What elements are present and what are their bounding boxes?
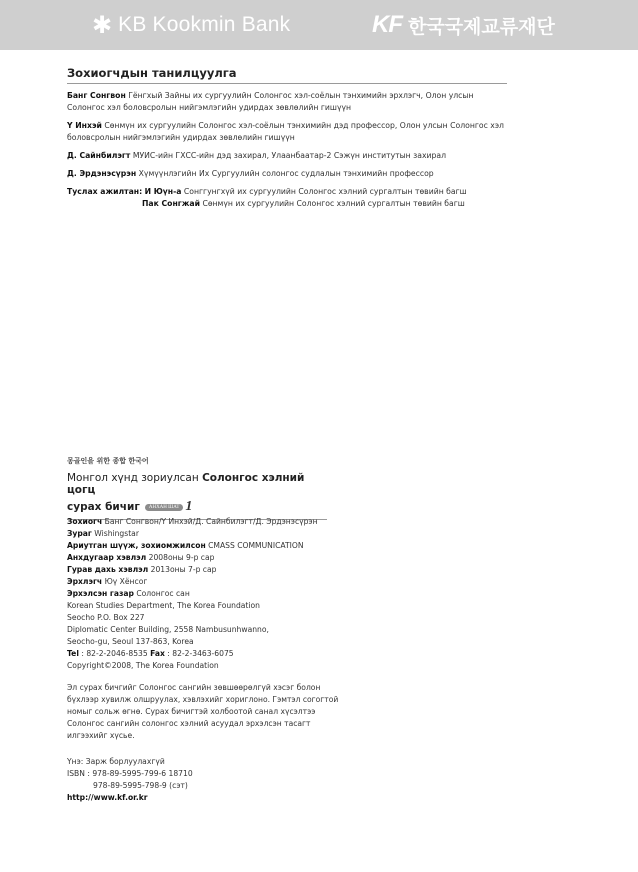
colophon-line [67, 648, 347, 660]
author-desc: Сөнмүн их сургуулийн Солонгос хэл-соёлын тэнхимийн дэд профессор, Олон улсын Солонгос хэл боловсролын нийгэмлэгийн удирдах зөвлөлийн гишүүн [67, 121, 504, 142]
copyright-notice: Эл сурах бичгийг Солонгос сангийн зөвшөөрөлгүй хэсэг болон бүхлээр хувилж олшруулах, хэвлэхийг хориглоно. Гэмтэл согогтой номыг сольж өгнө. Сурах бичигтэй холбоотой санал хүсэлтээ Солонгос сангийн солонгос хэлний асуудал эрхэлсэн тасагт илгээхийг хүсье. [67, 683, 339, 740]
colophon [67, 516, 347, 672]
colophon-line [67, 660, 347, 672]
author-name: Банг Сонгвон [67, 91, 126, 100]
authors-heading: Зохиогчдын танилцуулга [67, 66, 507, 84]
helper-entry [67, 198, 507, 210]
helper-name: Пак Сонгжай [142, 199, 200, 208]
isbn-line: 978-89-5995-798-9 (сэт) [93, 781, 188, 790]
helper-entry [67, 186, 507, 198]
website-link[interactable]: http://www.kf.or.kr [67, 793, 148, 802]
kf-logo-icon: KF [372, 11, 402, 38]
kf-logo-text: 한국국제교류재단 [408, 15, 555, 38]
colophon-value: CMASS COMMUNICATION [205, 541, 304, 550]
kb-logo-text: KB Kookmin Bank [118, 13, 291, 36]
author-entry [67, 150, 507, 162]
author-entry [67, 90, 507, 114]
colophon-value: Юү Хёнсог [102, 577, 148, 586]
colophon-line [67, 528, 347, 540]
author-name: Д. Сайнбилэгт [67, 151, 131, 160]
colophon-label: Зураг [67, 529, 92, 538]
price-line: Үнэ: Зарж борлуулахгүй [67, 757, 165, 766]
book-title-line-1 [67, 472, 327, 496]
colophon-line [67, 612, 347, 624]
helpers-block [67, 186, 507, 210]
isbn-line: ISBN : 978-89-5995-799-6 18710 [67, 769, 193, 778]
colophon-value: Seocho P.O. Box 227 [67, 613, 145, 622]
colophon-label: Эрхэлсэн газар [67, 589, 134, 598]
author-desc: Гёнгхый Зайны их сургуулийн Солонгос хэл-соёлын тэнхимийн эрхлэгч, Олон улсын Солонгос хэл боловсролын нийгэмлэгийн удирдах зөвлөлийн гишүүн [67, 91, 474, 112]
colophon-line [67, 552, 347, 564]
helper-desc: Сонггунгхүй их сургуулийн Солонгос хэлний сургалтын төвийн багш [183, 187, 467, 196]
colophon-line [67, 516, 347, 528]
copyright: Copyright©2008, The Korea Foundation [67, 661, 219, 670]
colophon-label: Гурав дахь хэвлэл [67, 565, 149, 574]
book-title-bold: Солонгос хэлний цогц [67, 472, 305, 496]
kb-logo [92, 10, 290, 40]
author-entry [67, 120, 507, 144]
colophon-value: Солонгос сан [133, 589, 190, 598]
colophon-value: Diplomatic Center Building, 2558 Nambusunhwanno, [67, 625, 269, 634]
book-title-rest: сурах бичиг [67, 501, 140, 513]
author-name: Д. Эрдэнэсүрэн [67, 169, 137, 178]
colophon-value: Wishingstar [91, 529, 139, 538]
colophon-line [67, 564, 347, 576]
helper-desc: Сөнмүн их сургуулийн Солонгос хэлний сургалтын төвийн багш [202, 199, 465, 208]
kb-star-icon: ✱ [92, 11, 113, 39]
helpers-label: Туслах ажилтан: [67, 187, 143, 196]
colophon-label: Ариутган шүүж, зохиомжилсон [67, 541, 206, 550]
kf-logo [372, 10, 555, 40]
colophon-label: Эрхлэгч [67, 577, 103, 586]
fax-label: Fax [150, 649, 165, 658]
colophon-value: 2013оны 7-р сар [148, 565, 217, 574]
korean-title: 몽골인을 위한 종합 한국어 [67, 457, 149, 465]
colophon-label: Зохиогч [67, 517, 103, 526]
author-desc: Хүмүүнлэгийн Их Сургуулийн солонгос судлалын тэнхимийн профессор [138, 169, 434, 178]
header-banner [0, 0, 638, 50]
colophon-line [67, 636, 347, 648]
helper-name: И Юүн-а [144, 187, 182, 196]
tel-value: : 82-2-2046-8535 [78, 649, 151, 658]
colophon-line [67, 540, 347, 552]
book-title-block [67, 456, 327, 520]
tel-label: Tel [67, 649, 79, 658]
colophon-value: Korean Studies Department, The Korea Foundation [67, 601, 260, 610]
volume-number: 1 [185, 499, 193, 514]
colophon-line [67, 588, 347, 600]
colophon-line [67, 624, 347, 636]
level-badge: АНХАН ШАТ [145, 504, 184, 511]
author-name: Ү Инхэй [67, 121, 102, 130]
fax-value: : 82-2-3463-6075 [164, 649, 234, 658]
author-desc: МУИС-ийн ГХСС-ийн дэд захирал, Улаанбаатар-2 Сэжүн институтын захирал [132, 151, 447, 160]
colophon-label: Анхдугаар хэвлэл [67, 553, 147, 562]
author-entry [67, 168, 507, 180]
book-title-pre: Монгол хүнд зориулсан [67, 472, 203, 484]
colophon-value: Банг Сонгвон/Ү Инхэй/Д. Сайнбилэгт/Д. Эрдэнэсүрэн [102, 517, 318, 526]
colophon-value: Seocho-gu, Seoul 137-863, Korea [67, 637, 194, 646]
colophon-value: 2008оны 9-р сар [146, 553, 215, 562]
colophon-line [67, 576, 347, 588]
authors-section [67, 66, 507, 210]
isbn-block [67, 756, 342, 804]
colophon-line [67, 600, 347, 612]
